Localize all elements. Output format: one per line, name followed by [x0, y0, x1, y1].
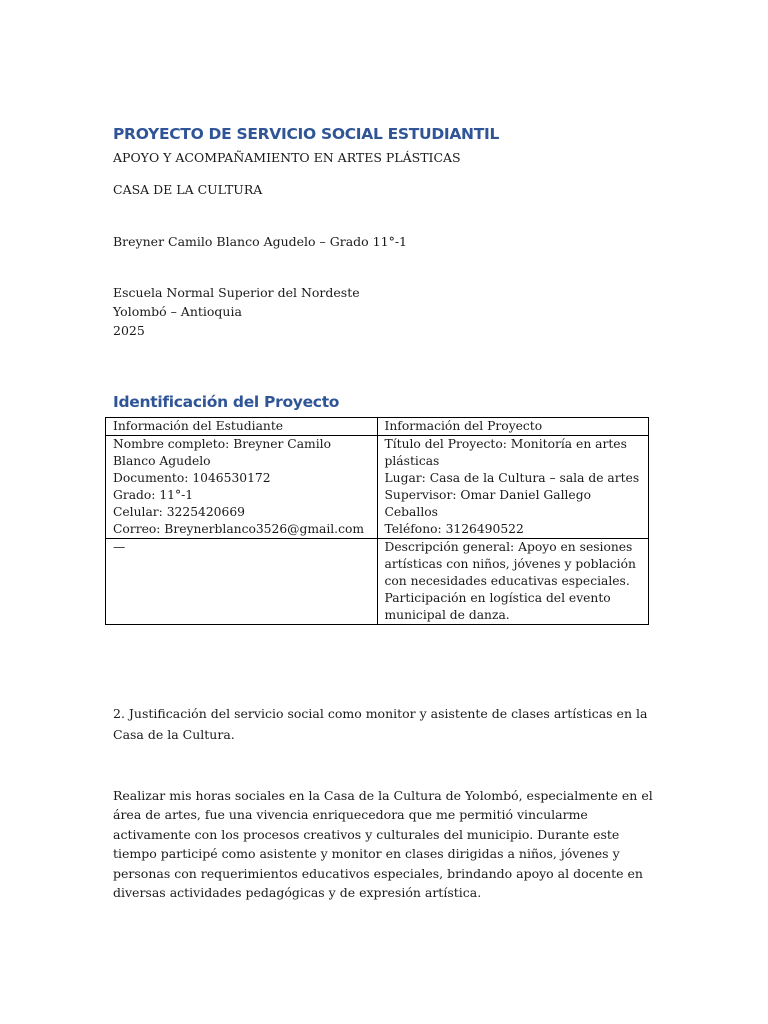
project-column-header: Información del Proyecto — [377, 418, 649, 436]
project-subtitle: APOYO Y ACOMPAÑAMIENTO EN ARTES PLÁSTICAS — [113, 150, 461, 165]
student-full-name: Nombre completo: Breyner Camilo Blanco Agudelo — [113, 437, 331, 468]
project-supervisor: Supervisor: Omar Daniel Gallego Ceballos — [384, 488, 591, 519]
document-year: 2025 — [113, 323, 145, 338]
project-info-cell — [377, 436, 649, 539]
student-email: Correo: Breynerblanco3526@gmail.com — [113, 522, 365, 536]
document-title: PROYECTO DE SERVICIO SOCIAL ESTUDIANTIL — [113, 125, 500, 143]
project-title: Título del Proyecto: Monitoría en artes plásticas — [384, 437, 627, 468]
school-location: Yolombó – Antioquia — [113, 304, 242, 319]
student-line: Breyner Camilo Blanco Agudelo – Grado 11°-1 — [113, 234, 408, 249]
identification-table — [105, 417, 649, 625]
school-name: Escuela Normal Superior del Nordeste — [113, 285, 360, 300]
table-header-row — [106, 418, 649, 436]
institution-name: CASA DE LA CULTURA — [113, 182, 263, 197]
student-phone: Celular: 3225420669 — [113, 505, 245, 519]
project-phone: Teléfono: 3126490522 — [384, 522, 524, 536]
project-description: Descripción general: Apoyo en sesiones artísticas con niños, jóvenes y población con necesidades educativas especiales. Participación en logística del evento municipal de danza. — [377, 539, 649, 625]
empty-cell: — — [106, 539, 378, 625]
student-grade: Grado: 11°-1 — [113, 488, 194, 502]
project-place: Lugar: Casa de la Cultura – sala de artes — [384, 471, 640, 485]
identification-heading: Identificación del Proyecto — [113, 393, 340, 411]
table-row — [106, 539, 649, 625]
student-info-cell — [106, 436, 378, 539]
justification-heading: 2. Justificación del servicio social como monitor y asistente de clases artísticas en la Casa de la Cultura. — [113, 706, 648, 742]
student-column-header: Información del Estudiante — [106, 418, 378, 436]
student-document: Documento: 1046530172 — [113, 471, 271, 485]
justification-paragraph: Realizar mis horas sociales en la Casa de la Cultura de Yolombó, especialmente en el área de artes, fue una vivencia enriquecedora que me permitió vincularme activamente con los procesos creativos y culturales del municipio. Durante este tiempo participé como asistente y monitor en clases dirigidas a niños, jóvenes y personas con requerimientos educativos especiales, brindando apoyo al docente en diversas actividades pedagógicas y de expresión artística. — [113, 788, 653, 901]
table-row — [106, 436, 649, 539]
